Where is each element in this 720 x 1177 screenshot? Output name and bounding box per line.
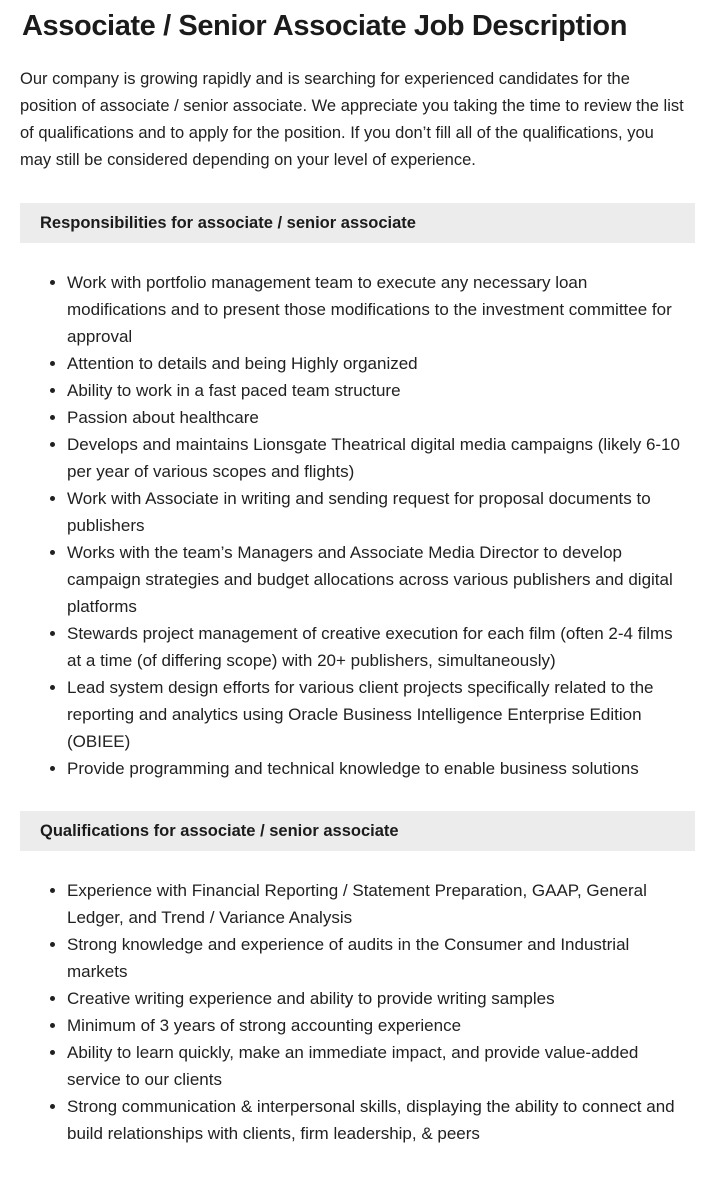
list-item: Experience with Financial Reporting / Statement Preparation, GAAP, General Ledger, and Trend / Variance Analysis — [67, 877, 689, 931]
list-item: Provide programming and technical knowledge to enable business solutions — [67, 755, 689, 782]
list-item: Attention to details and being Highly organized — [67, 350, 689, 377]
qualifications-list — [20, 877, 700, 1147]
list-item: Strong communication & interpersonal skills, displaying the ability to connect and build relationships with clients, firm leadership, & peers — [67, 1093, 689, 1147]
page-title: Associate / Senior Associate Job Description — [22, 10, 628, 42]
list-item: Minimum of 3 years of strong accounting experience — [67, 1012, 689, 1039]
list-item: Passion about healthcare — [67, 404, 689, 431]
list-item: Ability to work in a fast paced team structure — [67, 377, 689, 404]
list-item: Develops and maintains Lionsgate Theatrical digital media campaigns (likely 6-10 per year of various scopes and flights) — [67, 431, 689, 485]
list-item: Lead system design efforts for various client projects specifically related to the reporting and analytics using Oracle Business Intelligence Enterprise Edition (OBIEE) — [67, 674, 689, 755]
list-item: Work with portfolio management team to execute any necessary loan modifications and to present those modifications to the investment committee for approval — [67, 269, 689, 350]
list-item: Stewards project management of creative execution for each film (often 2-4 films at a time (of differing scope) with 20+ publishers, simultaneously) — [67, 620, 689, 674]
qualifications-section-heading: Qualifications for associate / senior associate — [20, 811, 695, 851]
list-item: Strong knowledge and experience of audits in the Consumer and Industrial markets — [67, 931, 689, 985]
list-item: Ability to learn quickly, make an immediate impact, and provide value-added service to our clients — [67, 1039, 689, 1093]
list-item: Creative writing experience and ability to provide writing samples — [67, 985, 689, 1012]
responsibilities-section-heading: Responsibilities for associate / senior associate — [20, 203, 695, 243]
responsibilities-list — [20, 269, 700, 782]
list-item: Works with the team’s Managers and Associate Media Director to develop campaign strategies and budget allocations across various publishers and digital platforms — [67, 539, 689, 620]
list-item: Work with Associate in writing and sending request for proposal documents to publishers — [67, 485, 689, 539]
intro-paragraph: Our company is growing rapidly and is searching for experienced candidates for the position of associate / senior associate. We appreciate you taking the time to review the list of qualifications and to apply for the position. If you don’t fill all of the qualifications, you may still be considered depending on your level of experience. — [20, 70, 684, 169]
